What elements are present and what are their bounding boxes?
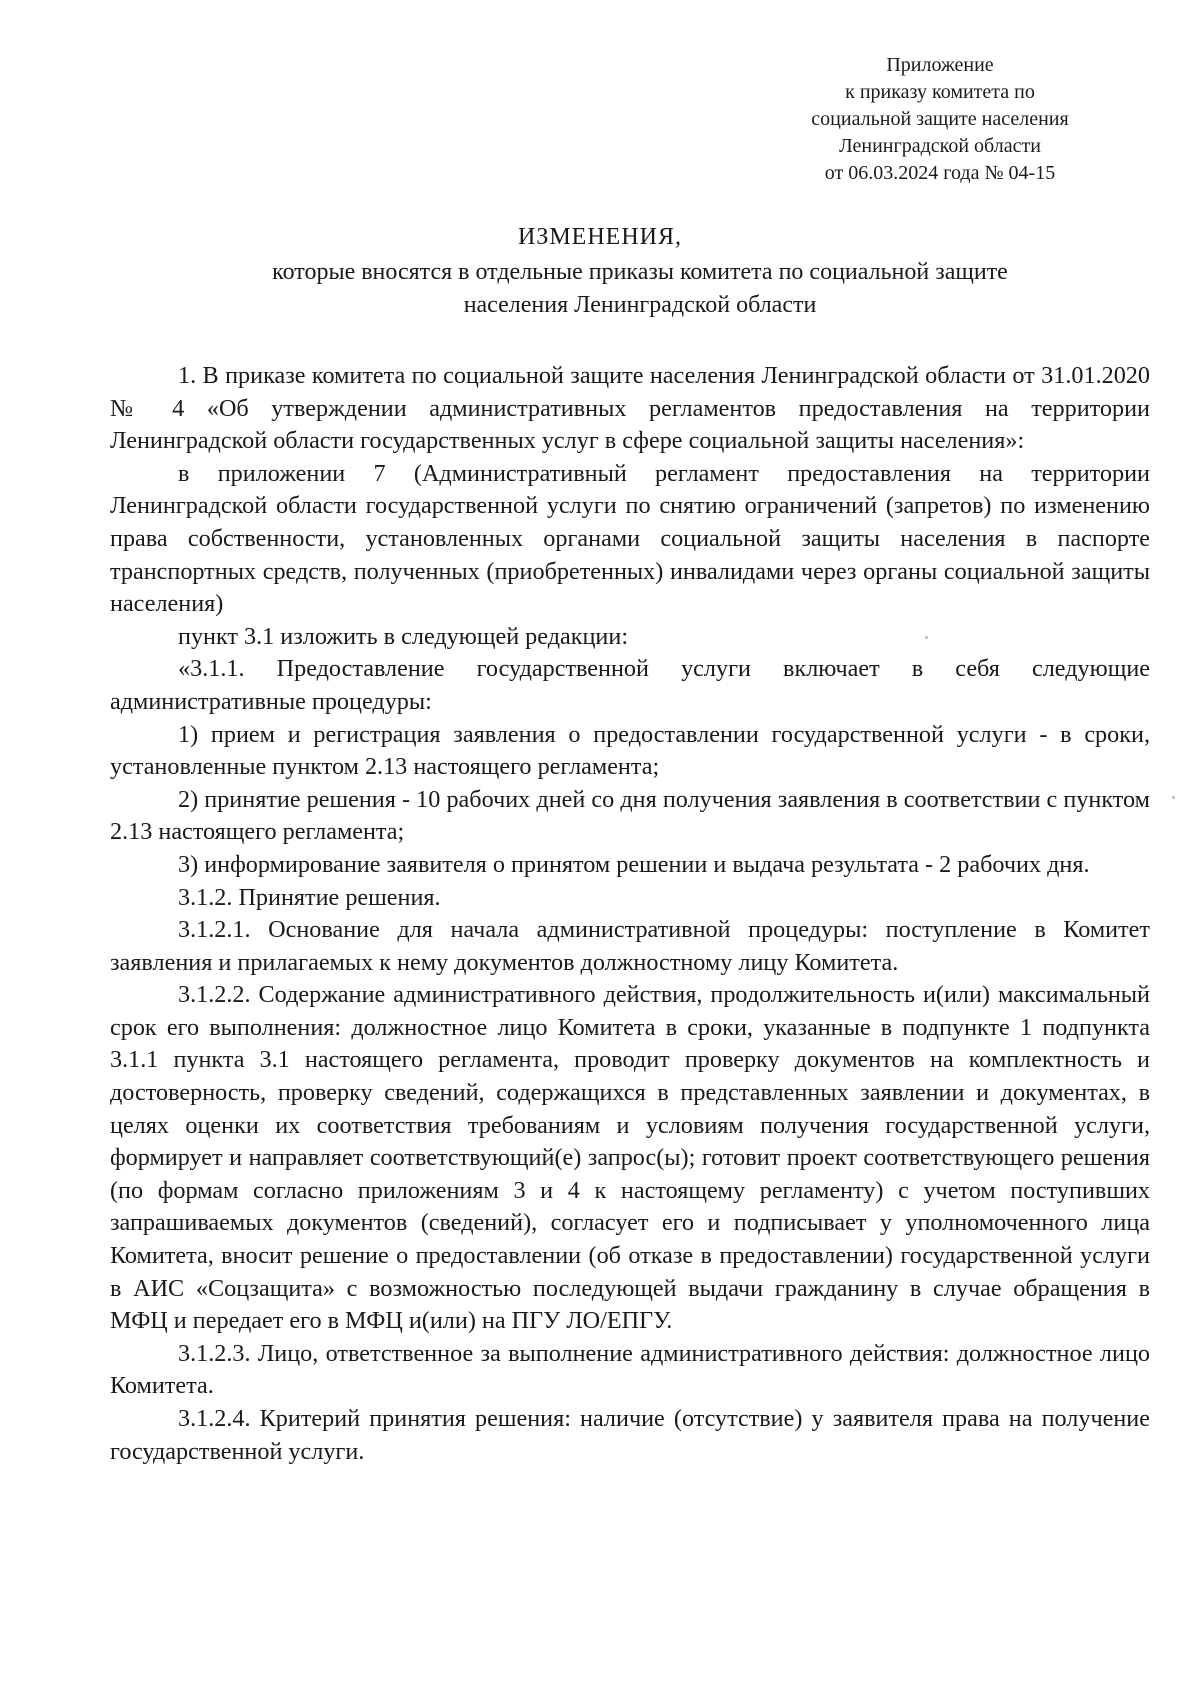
paragraph-9: 3.1.2.1. Основание для начала административной процедуры: поступление в Комитет заявления и прилагаемых к нему документов должностному лицу Комитета. <box>110 916 1150 976</box>
scan-speck <box>1172 796 1175 799</box>
appendix-line: от 06.03.2024 года № 04-15 <box>824 162 1056 184</box>
scan-speck <box>925 636 928 639</box>
paragraph-2: в приложении 7 (Административный регламент предоставления на территории Ленинградской области государственной услуги по снятию ограничений (запретов) по изменению права собственности, установленных органами социальной защиты населения в паспорте транспортных средств, полученных (приобретенных) инвалидами через органы социальной защиты населения) <box>110 459 1150 618</box>
paragraph-10: 3.1.2.2. Содержание административного действия, продолжительность и(или) максимальный срок его выполнения: должностное лицо Комитета в сроки, указанные в подпункте 1 подпункта 3.1.1 пункта 3.1 настоящего регламента, проводит проверку документов на комплектность и достоверность, проверку сведений, содержащихся в представленных заявлении и документах, в целях оценки их соответствия требованиям и условиям получения государственной услуги, формирует и направляет соответствующий(е) запрос(ы); готовит проект соответствующего решения (по формам согласно приложениям 3 и 4 к настоящему регламенту) с учетом поступивших запрашиваемых документов (сведений), согласует его и подписывает у уполномоченного лица Комитета, вносит решение о предоставлении (об отказе в предоставлении) государственной услуги в АИС «Соцзащита» с возможностью последующей выдачи гражданину в случае обращения в МФЦ и передает его в МФЦ и(или) на ПГУ ЛО/ЕПГУ. <box>110 981 1150 1335</box>
appendix-line: социальной защите населения <box>811 108 1069 130</box>
paragraph-7: 3) информирование заявителя о принятом решении и выдача результата - 2 рабочих дня. <box>178 850 1090 878</box>
paragraph-5: 1) прием и регистрация заявления о предоставлении государственной услуги - в сроки, установленные пунктом 2.13 настоящего регламента; <box>110 720 1150 781</box>
appendix-line: Ленинградской области <box>839 135 1041 157</box>
appendix-line: Приложение <box>886 54 994 76</box>
subtitle-line: которые вносятся в отдельные приказы комитета по социальной защите <box>272 259 1008 285</box>
appendix-line: к приказу комитета по <box>845 81 1035 103</box>
paragraph-6: 2) принятие решения - 10 рабочих дней со дня получения заявления в соответствии с пунктом 2.13 настоящего регламента; <box>110 785 1150 846</box>
paragraph-1: 1. В приказе комитета по социальной защите населения Ленинградской области от 31.01.2020 № 4 «Об утверждении административных регламентов предоставления на территории Ленинградской области государственных услуг в сфере социальной защиты населения»: <box>110 362 1150 455</box>
document-body <box>110 360 1150 1468</box>
document-title: ИЗМЕНЕНИЯ, <box>517 224 683 250</box>
subtitle-line: населения Ленинградской области <box>463 292 817 318</box>
paragraph-4: «3.1.1. Предоставление государственной услуги включает в себя следующие административные процедуры: <box>110 655 1150 715</box>
paragraph-12: 3.1.2.4. Критерий принятия решения: наличие (отсутствие) у заявителя права на получение государственной услуги. <box>110 1405 1150 1465</box>
paragraph-3: пункт 3.1 изложить в следующей редакции: <box>178 622 629 650</box>
document-subtitle <box>160 256 1120 322</box>
appendix-header <box>760 52 1120 187</box>
paragraph-8: 3.1.2. Принятие решения. <box>178 883 441 911</box>
paragraph-11: 3.1.2.3. Лицо, ответственное за выполнение административного действия: должностное лицо Комитета. <box>110 1339 1150 1400</box>
